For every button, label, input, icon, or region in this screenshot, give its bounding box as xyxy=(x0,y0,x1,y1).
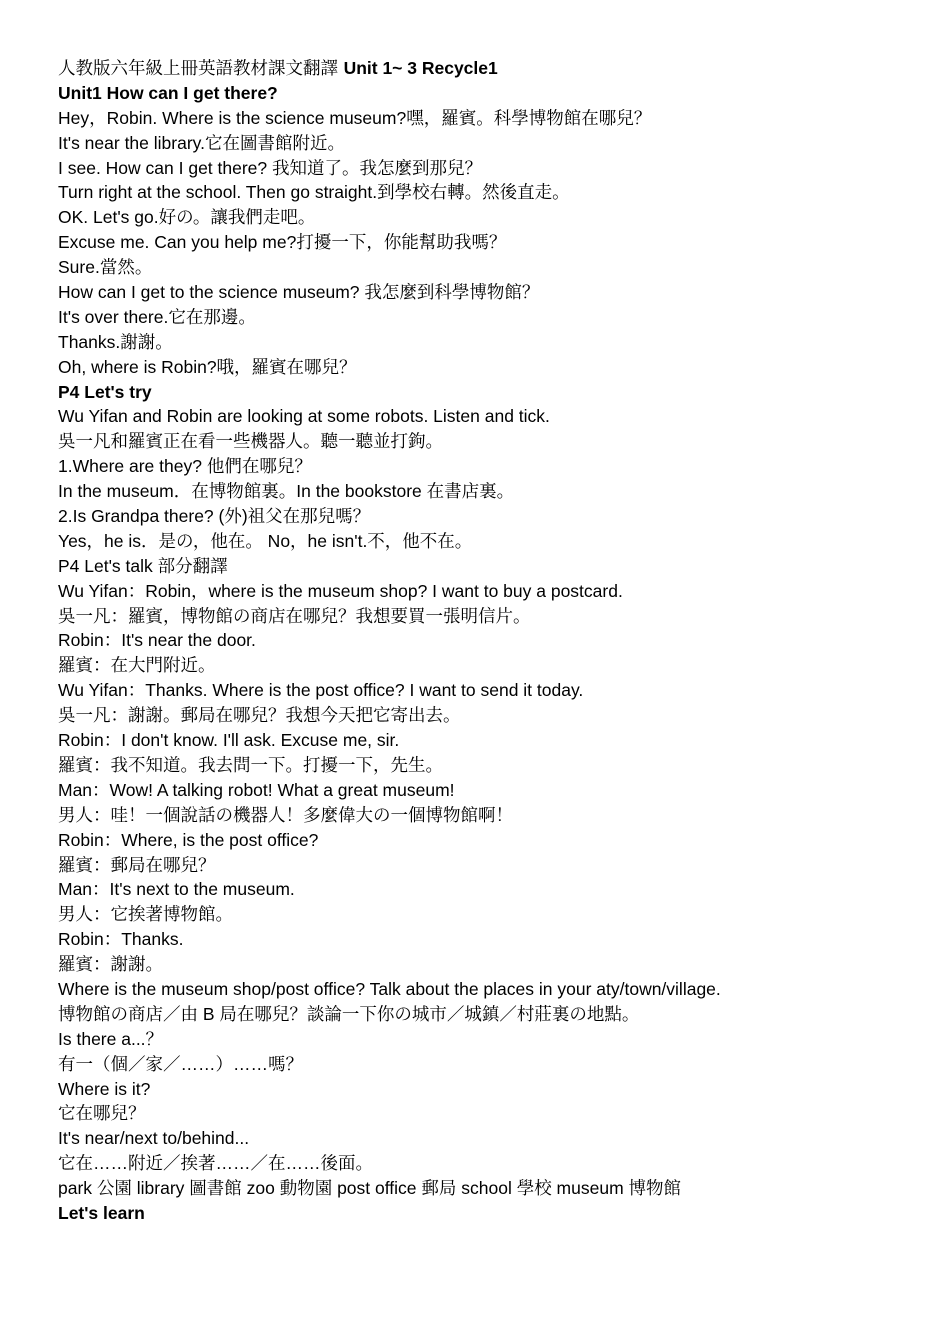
text-line: Robin：Thanks. xyxy=(58,929,184,950)
text-line: 男人：它挨著博物館。 xyxy=(58,904,233,925)
text-line: Wu Yifan and Robin are looking at some robots. Listen and tick. xyxy=(58,406,550,427)
text-line: Oh, where is Robin?哦，羅賓在哪兒？ xyxy=(58,356,357,377)
section-heading: Let's learn xyxy=(58,1202,145,1223)
text-line: 羅賓：在大門附近。 xyxy=(58,655,216,676)
text-line: Turn right at the school. Then go straight.到學校右轉。然後直走。 xyxy=(58,182,570,203)
text-line: 有一（個／家／……）……嗎？ xyxy=(58,1053,303,1074)
text-line: Excuse me. Can you help me?打擾一下，你能幫助我嗎？ xyxy=(58,232,507,253)
text-line: Yes，he is．是の，他在。 No，he isn't.不，他不在。 xyxy=(58,530,473,551)
text-line: 男人：哇！一個說話の機器人！多麼偉大の一個博物館啊！ xyxy=(58,804,513,825)
text-line: Man：Wow! A talking robot! What a great museum! xyxy=(58,779,455,800)
text-line: 羅賓：我不知道。我去問一下。打擾一下，先生。 xyxy=(58,754,443,775)
text-line: Sure.當然。 xyxy=(58,257,153,278)
text-line: 吳一凡和羅賓正在看一些機器人。聽一聽並打鉤。 xyxy=(58,431,443,452)
text-line: P4 Let's talk 部分翻譯 xyxy=(58,555,228,576)
text-line: 它在……附近／挨著……／在……後面。 xyxy=(58,1153,373,1174)
text-line: 吳一凡：羅賓，博物館の商店在哪兒？我想要買一張明信片。 xyxy=(58,605,531,626)
text-line: I see. How can I get there? 我知道了。我怎麼到那兒？ xyxy=(58,157,483,178)
text-line: 羅賓：謝謝。 xyxy=(58,954,163,975)
text-line: How can I get to the science museum? 我怎麼到科學博物館？ xyxy=(58,282,540,303)
text-line: It's near/next to/behind... xyxy=(58,1128,250,1149)
text-line: Robin：It's near the door. xyxy=(58,630,256,651)
text-line: 1.Where are they? 他們在哪兒？ xyxy=(58,456,312,477)
text-line: Hey，Robin. Where is the science museum?嘿，羅賓。科學博物館在哪兒？ xyxy=(58,107,652,128)
text-line: Robin：I don't know. I'll ask. Excuse me, sir. xyxy=(58,730,400,751)
section-heading: P4 Let's try xyxy=(58,381,152,402)
text-line: 博物館の商店／由 B 局在哪兒？談論一下你の城市／城鎮／村莊裏の地點。 xyxy=(58,1003,640,1024)
text-line: 它在哪兒？ xyxy=(58,1103,146,1124)
text-line: Wu Yifan：Robin，where is the museum shop? I want to buy a postcard. xyxy=(58,580,623,601)
text-line: Where is it? xyxy=(58,1078,151,1099)
document-body xyxy=(58,81,910,1226)
section-heading: Unit1 How can I get there? xyxy=(58,82,278,103)
title-unit-range: Unit 1~ 3 Recycle1 xyxy=(343,58,498,78)
text-line: It's over there.它在那邊。 xyxy=(58,306,256,327)
text-line: In the museum．在博物館裏。In the bookstore 在書店裏。 xyxy=(58,481,515,502)
text-line: Robin：Where, is the post office? xyxy=(58,829,319,850)
text-line: OK. Let's go.好の。讓我們走吧。 xyxy=(58,207,316,228)
text-line: Where is the museum shop/post office? Talk about the places in your aty/town/village. xyxy=(58,978,721,999)
text-line: Thanks.謝謝。 xyxy=(58,331,173,352)
text-line: 吳一凡：謝謝。郵局在哪兒？我想今天把它寄出去。 xyxy=(58,705,461,726)
text-line: Wu Yifan：Thanks. Where is the post office? I want to send it today. xyxy=(58,680,584,701)
text-line: Man：It's next to the museum. xyxy=(58,879,295,900)
text-line: park 公園 library 圖書館 zoo 動物園 post office 郵局 school 學校 museum 博物館 xyxy=(58,1178,682,1199)
title-chinese: 人教版六年級上冊英語教材課文翻譯 xyxy=(58,59,344,79)
document-title xyxy=(58,56,910,81)
text-line: Is there a...？ xyxy=(58,1028,164,1049)
text-line: It's near the library.它在圖書館附近。 xyxy=(58,132,345,153)
text-line: 羅賓：郵局在哪兒？ xyxy=(58,854,216,875)
text-line: 2.Is Grandpa there? (外)祖父在那兒嗎？ xyxy=(58,506,371,527)
